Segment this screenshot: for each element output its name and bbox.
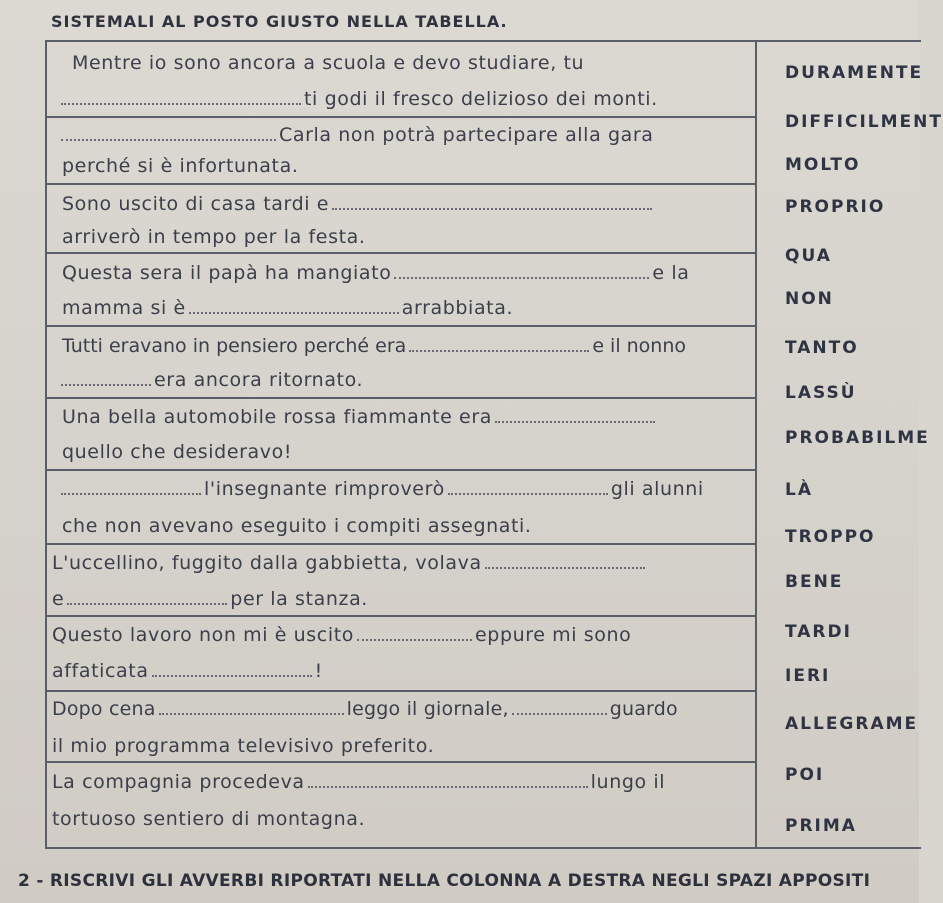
sentence-text: L'uccellino, fuggito dalla gabbietta, volava: [52, 552, 482, 574]
sentence-text: e il nonno: [592, 335, 687, 357]
row-divider: [45, 543, 757, 545]
answer-blank[interactable]: [394, 271, 649, 279]
sentence-text: Questo lavoro non mi è uscito: [52, 624, 354, 646]
adverb-item: TANTO: [785, 338, 859, 358]
sentence-text: era ancora ritornato.: [154, 369, 364, 391]
answer-blank[interactable]: [152, 669, 312, 677]
sentence-line: [58, 369, 758, 391]
sentence-line: [52, 771, 752, 793]
row-divider: [45, 397, 757, 399]
adverb-item: PROBABILME: [785, 428, 930, 448]
sentence-line: [52, 735, 752, 757]
sentence-text: arriverò in tempo per la festa.: [62, 226, 366, 248]
exercise-heading: SISTEMALI AL POSTO GIUSTO NELLA TABELLA.: [51, 12, 508, 31]
instruction-footer: 2 - RISCRIVI GLI AVVERBI RIPORTATI NELLA COLONNA A DESTRA NEGLI SPAZI APPOSITI: [18, 871, 871, 891]
sentence-line: [52, 624, 752, 646]
answer-blank[interactable]: [61, 133, 276, 141]
sentence-text: l'insegnante rimproverò: [204, 478, 445, 500]
sentence-text: quello che desideravo!: [62, 441, 293, 463]
sentence-text: Sono uscito di casa tardi e: [62, 193, 330, 215]
row-divider: [45, 469, 757, 471]
row-divider: [45, 615, 757, 617]
adverb-item: TARDI: [785, 622, 852, 642]
answer-blank[interactable]: [61, 97, 301, 105]
sentence-line: [62, 262, 762, 284]
sentence-line: [52, 698, 752, 720]
adverb-item: NON: [785, 289, 834, 309]
adverb-item: ALLEGRAME: [785, 714, 919, 734]
adverb-item: MOLTO: [785, 155, 861, 175]
sentence-text: eppure mi sono: [475, 624, 632, 646]
sentence-line: [62, 226, 762, 248]
answer-blank[interactable]: [189, 306, 399, 314]
answer-blank[interactable]: [357, 633, 472, 641]
sentence-text: Tutti eravano in pensiero perché era: [62, 335, 407, 357]
adverb-item: PRIMA: [785, 816, 857, 836]
sentence-text: arrabbiata.: [401, 297, 514, 319]
adverb-item: TROPPO: [785, 527, 876, 547]
adverb-item: POI: [785, 765, 825, 785]
sentence-line: [62, 155, 762, 177]
sentence-text: che non avevano eseguito i compiti assegnati.: [62, 515, 532, 537]
sentence-text: leggo il giornale,: [346, 698, 509, 720]
sentence-line: [62, 297, 762, 319]
sentence-text: gli alunni: [610, 478, 704, 500]
sentence-line: [58, 124, 758, 146]
row-divider: [45, 761, 757, 763]
adverb-item: LASSÙ: [785, 383, 857, 403]
sentence-text: perché si è infortunata.: [62, 155, 299, 177]
sentence-text: Questa sera il papà ha mangiato: [62, 262, 392, 284]
sentence-text: lungo il: [590, 771, 666, 793]
sentence-text: il mio programma televisivo preferito.: [52, 735, 435, 757]
sentence-line: [62, 335, 762, 357]
sentence-text: guardo: [609, 698, 678, 720]
sentence-line: [62, 515, 762, 537]
sentence-line: [62, 441, 762, 463]
adverb-item: DURAMENTE: [785, 63, 924, 83]
sentence-text: Carla non potrà partecipare alla gara: [279, 124, 654, 146]
sentence-line: [52, 588, 752, 610]
sentence-line: [62, 406, 762, 428]
sentence-text: mamma si è: [62, 297, 186, 319]
sentence-text: affaticata: [52, 660, 149, 682]
sentence-text: ti godi il fresco delizioso dei monti.: [304, 88, 658, 110]
answer-blank[interactable]: [409, 344, 589, 352]
answer-blank[interactable]: [495, 415, 655, 423]
sentence-text: e: [52, 588, 65, 610]
sentence-text: Una bella automobile rossa fiammante era: [62, 406, 492, 428]
sentence-line: [58, 88, 698, 110]
sentence-text: !: [314, 660, 323, 682]
answer-blank[interactable]: [512, 707, 607, 715]
answer-blank[interactable]: [67, 597, 227, 605]
answer-blank[interactable]: [159, 707, 344, 715]
answer-blank[interactable]: [485, 561, 645, 569]
sentence-text: Dopo cena: [52, 698, 156, 720]
answer-blank[interactable]: [448, 487, 608, 495]
sentence-line: [52, 660, 752, 682]
sentence-text: per la stanza.: [230, 588, 368, 610]
row-divider: [45, 690, 757, 692]
sentence-text: Mentre io sono ancora a scuola e devo studiare, tu: [72, 52, 585, 74]
sentence-line: [52, 552, 752, 574]
sentence-line: [72, 52, 752, 74]
sentence-line: [62, 193, 762, 215]
adverb-item: DIFFICILMENT: [785, 112, 943, 132]
adverb-item: QUA: [785, 246, 832, 266]
answer-blank[interactable]: [61, 487, 201, 495]
answer-blank[interactable]: [332, 202, 652, 210]
row-divider: [45, 183, 757, 185]
adverb-item: PROPRIO: [785, 197, 886, 217]
sentence-text: tortuoso sentiero di montagna.: [52, 808, 366, 830]
sentence-line: [58, 478, 758, 500]
adverb-item: LÀ: [785, 480, 813, 500]
answer-blank[interactable]: [61, 378, 151, 386]
sentence-line: [52, 808, 752, 830]
sentence-text: La compagnia procedeva: [52, 771, 305, 793]
sentence-text: e la: [652, 262, 690, 284]
adverb-item: BENE: [785, 572, 844, 592]
row-divider: [45, 325, 757, 327]
adverb-item: IERI: [785, 666, 831, 686]
answer-blank[interactable]: [308, 780, 588, 788]
row-divider: [45, 116, 757, 118]
row-divider: [45, 252, 757, 254]
